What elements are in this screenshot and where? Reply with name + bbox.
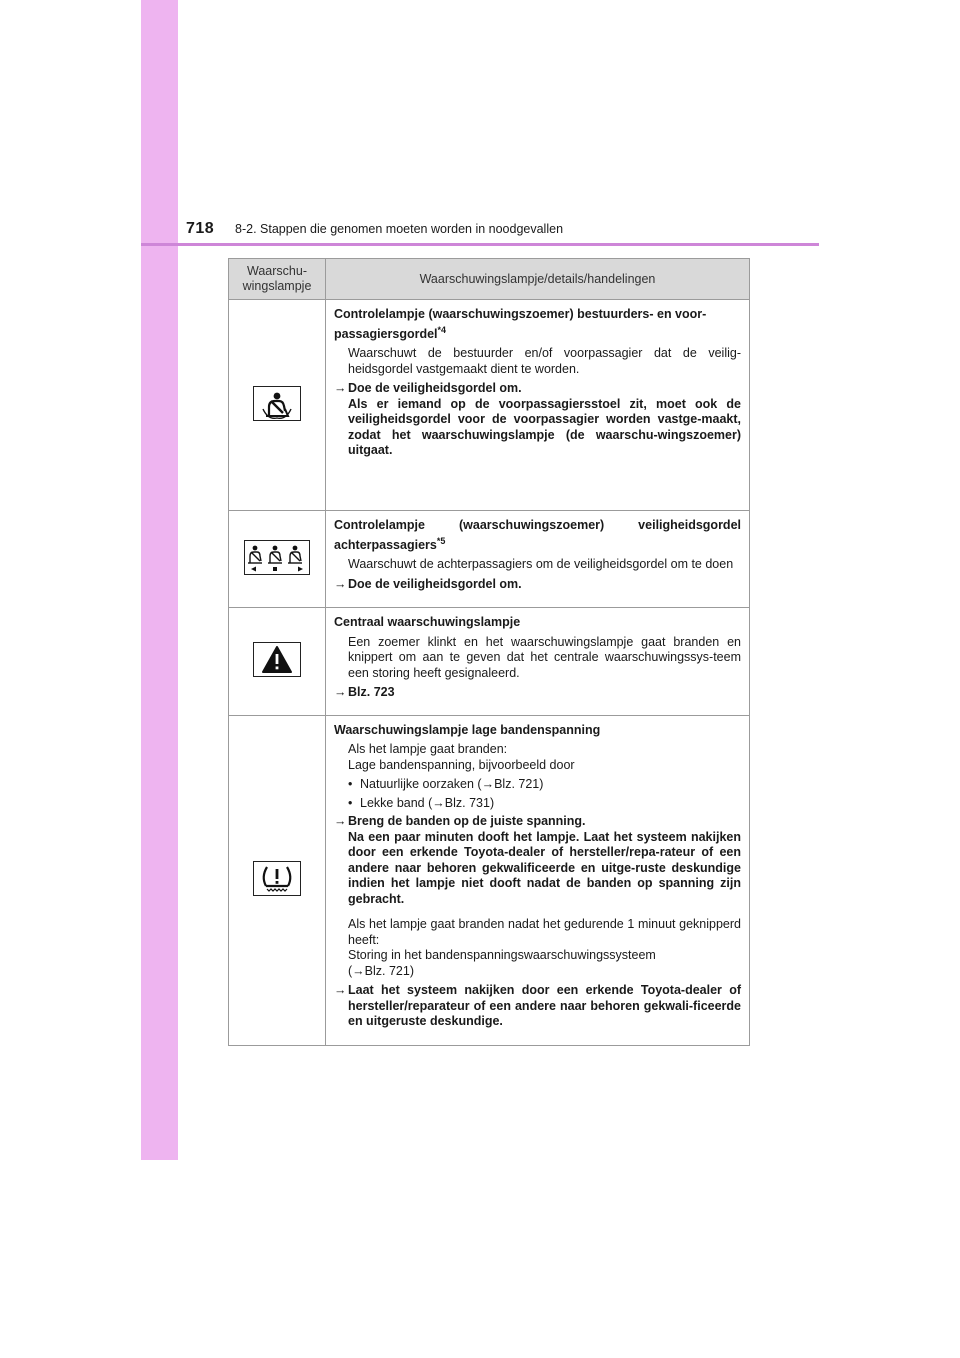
arrow-icon: → <box>334 685 347 699</box>
table-row <box>229 715 750 1045</box>
table-row <box>229 511 750 608</box>
bullet-icon: • <box>348 795 353 810</box>
action-item <box>334 685 741 701</box>
action-text: Breng de banden op de juiste spanning. Na een paar minuten dooft het lampje. Laat het systeem nakijken door een erkende Toyota-dealer of hersteller/repa-rateur of een andere naar behoren gekwalificeerde en uitge-ruste deskundige indien het lampje niet dooft nadat de banden op spanning zijn gebracht. <box>348 814 741 906</box>
condition-text: Als het lampje gaat branden: Lage bandenspanning, bijvoorbeeld door <box>348 742 575 772</box>
lamp-description: Waarschuwt de achterpassagiers om de veiligheidsgordel om te doen <box>348 557 734 572</box>
lamp-title <box>334 307 741 342</box>
page-reference-link[interactable]: →Blz. 731 <box>432 795 490 810</box>
bullet-icon: • <box>348 777 353 791</box>
arrow-icon: → <box>334 814 347 828</box>
lamp-title-text: Controlelampje (waarschuwingszoemer) bestuurders- en voor-passagiersgordel <box>334 307 707 341</box>
table-row <box>229 300 750 511</box>
details-cell <box>326 300 750 511</box>
seatbelt-driver-icon <box>253 386 301 421</box>
footnote-marker: *4 <box>437 324 447 335</box>
icon-cell <box>229 715 326 1045</box>
lamp-description: Waarschuwt de bestuurder en/of voorpassagier dat de veilig-heidsgordel vastgemaakt dient te worden. <box>348 346 741 376</box>
list-item-text <box>360 796 494 812</box>
action-text: Doe de veiligheidsgordel om. <box>348 576 522 591</box>
lamp-title <box>334 518 741 553</box>
lamp-description: Een zoemer klinkt en het waarschuwingslampje gaat branden en knippert om aan te geven dat het centrale waarschuwingssys-teem een storing heeft gesignaleerd. <box>348 634 741 680</box>
page-number: 718 <box>186 220 215 237</box>
section-title: 8-2. Stappen die genomen moeten worden in noodgevallen <box>235 222 564 236</box>
action-item <box>334 577 741 593</box>
icon-cell <box>229 511 326 608</box>
arrow-icon: → <box>334 381 347 396</box>
lamp-title-text: Controlelampje (waarschuwingszoemer) veiligheidsgordel achterpassagiers <box>334 518 741 552</box>
action-item <box>334 983 741 1030</box>
lamp-title: Centraal waarschuwingslampje <box>334 615 521 629</box>
list-item <box>348 777 741 793</box>
footnote-marker: *5 <box>436 535 446 546</box>
list-item-text <box>360 777 543 793</box>
list-item-label: Lekke band ( <box>360 795 433 810</box>
chapter-side-tab <box>141 0 178 1160</box>
icon-cell <box>229 300 326 511</box>
table-header-row <box>229 259 750 300</box>
details-cell <box>326 511 750 608</box>
page-reference-link[interactable]: →Blz. 721 <box>481 777 540 791</box>
details-cell <box>326 715 750 1045</box>
action-text: Doe de veiligheidsgordel om. Als er iemand op de voorpassagiersstoel zit, moet ook de veiligheidsgordel voor de voorpassagier worden vastge-maakt, zodat het waarschuwingslampje (de waarschu-wingszoemer) uitgaat. <box>348 381 741 458</box>
header-rule <box>141 243 819 246</box>
action-link[interactable]: Blz. 723 <box>348 685 395 699</box>
list-item <box>348 796 741 812</box>
column-header-details: Waarschuwingslampje/details/handelingen <box>326 259 750 300</box>
warning-lamp-table <box>228 258 750 1046</box>
arrow-icon: → <box>334 576 347 591</box>
list-item-close: ) <box>489 795 495 810</box>
seatbelt-rear-icon <box>244 540 310 575</box>
arrow-icon: → <box>334 983 347 997</box>
tire-pressure-icon <box>253 861 301 896</box>
master-warning-icon <box>253 642 301 677</box>
lamp-title: Waarschuwingslampje lage bandenspanning <box>334 722 601 737</box>
list-item-label: Natuurlijke oorzaken ( <box>360 777 482 791</box>
action-item <box>334 814 741 907</box>
action-item <box>334 381 741 459</box>
icon-cell <box>229 608 326 716</box>
action-text: Laat het systeem nakijken door een erkende Toyota-dealer of hersteller/reparateur of een andere naar behoren gekwali-ficeerde en uitgeruste deskundige. <box>348 983 741 1028</box>
condition-text: Als het lampje gaat branden nadat het gedurende 1 minuut geknipperd heeft: Storing in het bandenspanningswaarschuwingssysteem (→Blz. 721) <box>348 917 741 978</box>
list-item-close: ) <box>539 777 544 791</box>
table-row <box>229 608 750 716</box>
column-header-lamp: Waarschu- wingslampje <box>229 259 326 300</box>
details-cell <box>326 608 750 716</box>
